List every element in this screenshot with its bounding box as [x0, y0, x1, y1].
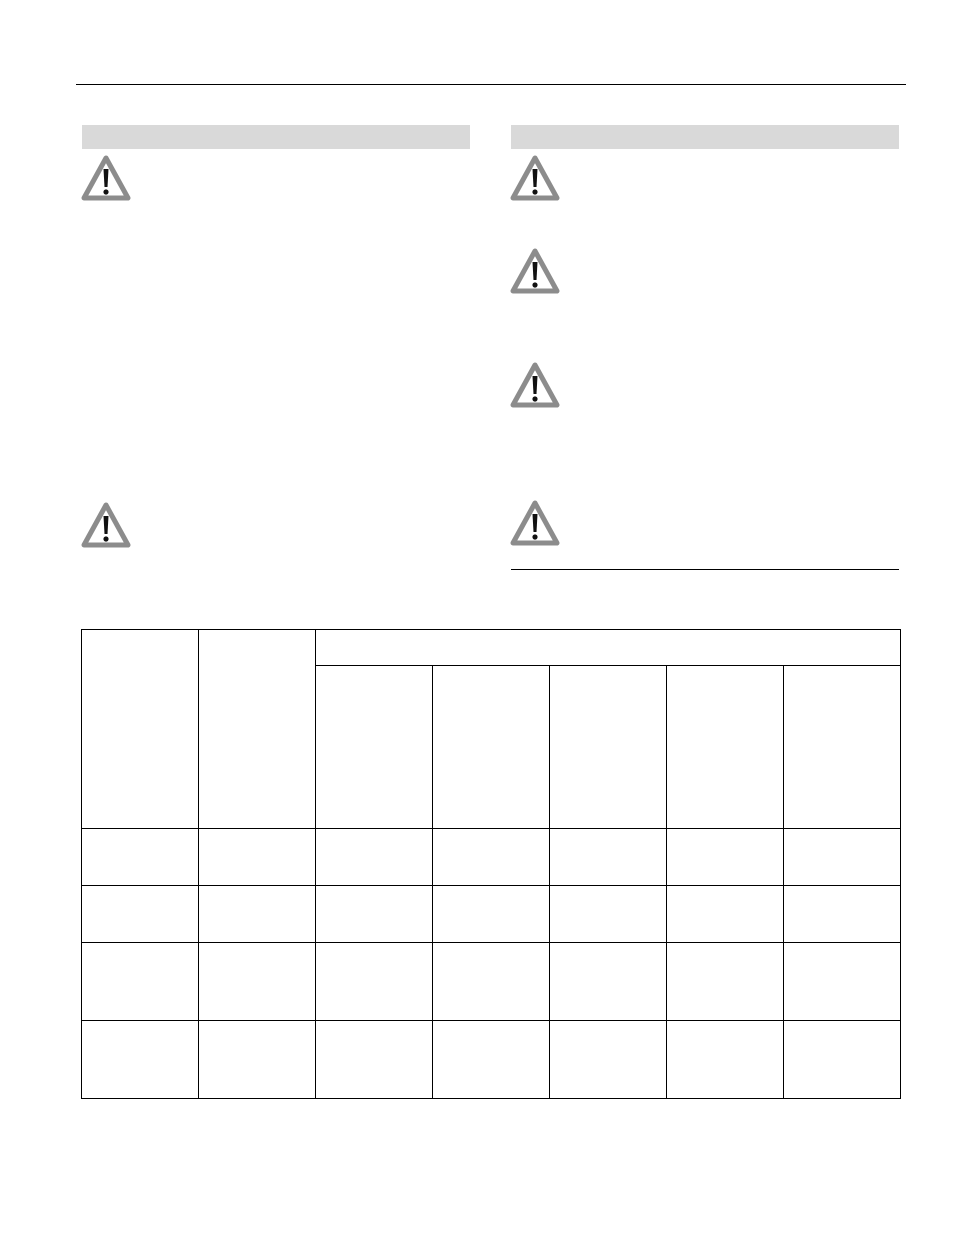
warning-triangle-icon: [510, 500, 560, 546]
table-cell: [550, 943, 667, 1021]
warning-triangle-icon: [510, 248, 560, 294]
left-section-heading-bar: [82, 125, 470, 149]
table-cell: [433, 1021, 550, 1099]
table-cell: [199, 829, 316, 886]
table-header-cell: [82, 630, 199, 829]
table-cell: [316, 829, 433, 886]
table-header-cell: [199, 630, 316, 829]
right-section-heading-bar: [511, 125, 899, 149]
table-cell: [550, 1021, 667, 1099]
table-group-header-cell: [316, 630, 901, 666]
table-cell: [82, 886, 199, 943]
table-cell: [667, 943, 784, 1021]
table-subheader-cell: [667, 666, 784, 829]
warning-triangle-icon: [81, 502, 131, 548]
table-cell: [550, 886, 667, 943]
table-cell: [82, 1021, 199, 1099]
table-cell: [199, 943, 316, 1021]
table-cell: [433, 829, 550, 886]
table-cell: [550, 829, 667, 886]
table-cell: [316, 886, 433, 943]
warning-triangle-icon: [510, 362, 560, 408]
table-cell: [784, 943, 901, 1021]
table-row: [82, 886, 901, 943]
table-cell: [667, 1021, 784, 1099]
table-cell: [82, 943, 199, 1021]
table-subheader-cell: [316, 666, 433, 829]
warning-triangle-icon: [81, 155, 131, 201]
table-row: [82, 1021, 901, 1099]
table-cell: [316, 943, 433, 1021]
table-subheader-cell: [433, 666, 550, 829]
table-subheader-cell: [784, 666, 901, 829]
table-cell: [82, 829, 199, 886]
right-column-end-rule: [511, 569, 899, 570]
table-row: [82, 943, 901, 1021]
table-cell: [667, 886, 784, 943]
table-cell: [199, 886, 316, 943]
specification-table: [81, 629, 901, 1099]
table-cell: [316, 1021, 433, 1099]
top-rule: [76, 84, 906, 85]
table-cell: [433, 886, 550, 943]
warning-triangle-icon: [510, 155, 560, 201]
table-cell: [784, 829, 901, 886]
table-subheader-cell: [550, 666, 667, 829]
table-row: [82, 829, 901, 886]
table-cell: [199, 1021, 316, 1099]
table-cell: [784, 886, 901, 943]
table-cell: [667, 829, 784, 886]
table-cell: [784, 1021, 901, 1099]
table-header-row: [82, 630, 901, 666]
table-cell: [433, 943, 550, 1021]
